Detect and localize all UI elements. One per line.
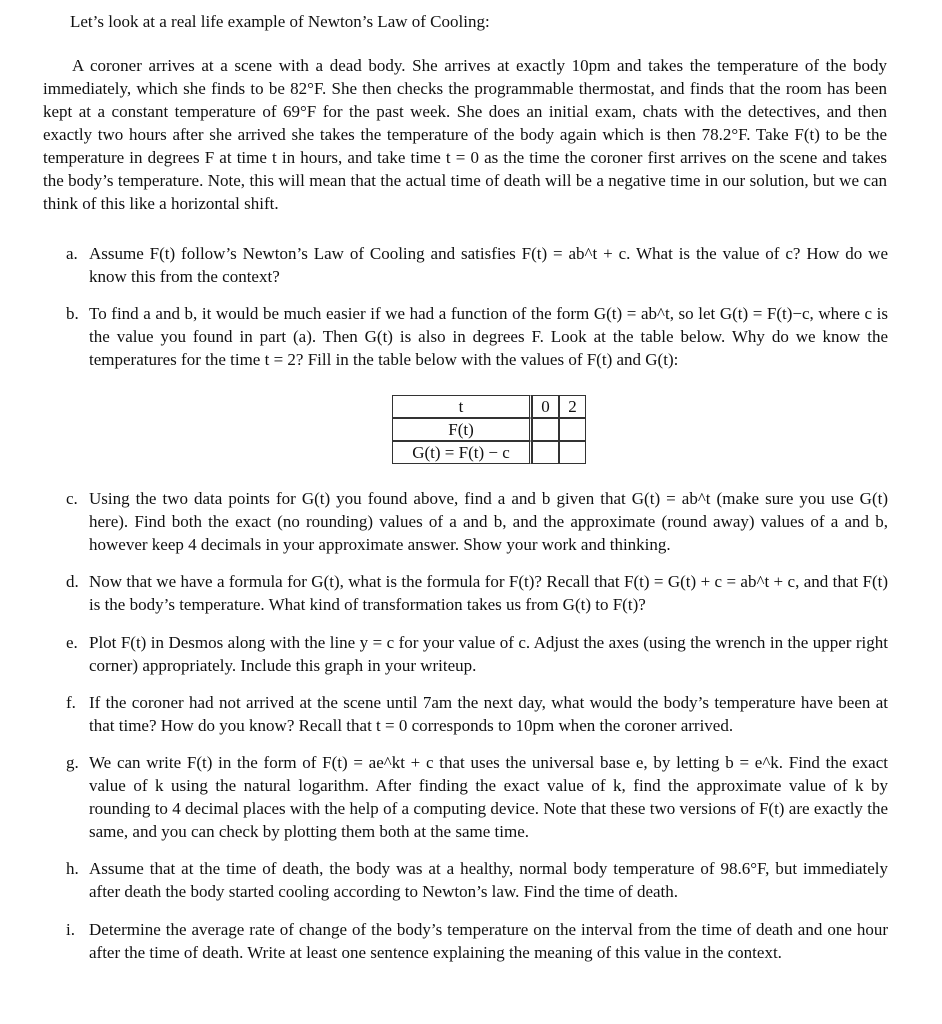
question-i (66, 918, 888, 964)
table-cell: 0 (532, 395, 559, 418)
table-cell[interactable] (532, 418, 559, 441)
question-label: f. (66, 693, 76, 712)
question-label: a. (66, 244, 78, 263)
table-row (392, 441, 586, 464)
table-header-cell: G(t) = F(t) − c (392, 441, 532, 464)
question-text: Assume F(t) follow’s Newton’s Law of Cooling and satisfies F(t) = ab^t + c. What is the value of c? How do we know this from the context? (89, 244, 888, 286)
question-text: We can write F(t) in the form of F(t) = ae^kt + c that uses the universal base e, by letting b = e^k. Find the exact value of k using the natural logarithm. After finding the exact value of k, find the approximate value of k by rounding to 4 decimal places with the help of a computing device. Note that these two versions of F(t) are exactly the same, and you can check by plotting them both at the same time. (89, 753, 888, 841)
question-text: Plot F(t) in Desmos along with the line y = c for your value of c. Adjust the axes (using the wrench in the upper right corner) appropriately. Include this graph in your writeup. (89, 633, 888, 675)
question-h (66, 857, 888, 903)
question-label: g. (66, 753, 79, 772)
question-text: Determine the average rate of change of the body’s temperature on the interval from the time of death and one hour after the time of death. Write at least one sentence explaining the meaning of this value in the context. (89, 920, 888, 962)
question-e (66, 631, 888, 677)
values-table (392, 395, 586, 464)
table-cell[interactable] (559, 418, 586, 441)
question-label: d. (66, 572, 79, 591)
question-text: If the coroner had not arrived at the scene until 7am the next day, what would the body’s temperature have been at that time? How do you know? Recall that t = 0 corresponds to 10pm when the coroner arrived. (89, 693, 888, 735)
question-label: h. (66, 859, 79, 878)
table-row (392, 418, 586, 441)
table-header-cell: F(t) (392, 418, 532, 441)
table-cell[interactable] (559, 441, 586, 464)
table-row (392, 395, 586, 418)
table-header-cell: t (392, 395, 532, 418)
question-text: Using the two data points for G(t) you found above, find a and b given that G(t) = ab^t (make sure you use G(t) here). Find both the exact (no rounding) values of a and b, and the approximate (round away) values of a and b, however keep 4 decimals in your approximate answer. Show your work and thinking. (89, 489, 888, 554)
question-g (66, 751, 888, 843)
question-label: e. (66, 633, 78, 652)
question-text: Assume that at the time of death, the body was at a healthy, normal body temperature of 98.6°F, but immediately after death the body started cooling according to Newton’s law. Find the time of death. (89, 859, 888, 901)
question-label: b. (66, 304, 79, 323)
table-cell: 2 (559, 395, 586, 418)
question-b (66, 302, 888, 371)
intro-paragraph: A coroner arrives at a scene with a dead body. She arrives at exactly 10pm and takes the temperature of the body immediately, which she finds to be 82°F. She then checks the programmable thermostat, and finds that the room has been kept at a constant temperature of 69°F for the past week. She does an initial exam, chats with the detectives, and then exactly two hours after she arrived she takes the temperature of the body again which is then 78.2°F. Take F(t) to be the temperature in degrees F at time t in hours, and take time t = 0 as the time the coroner first arrives on the scene and takes the body’s temperature. Note, this will mean that the actual time of death will be a negative time in our solution, but we can think of this like a horizontal shift. (43, 56, 887, 213)
question-a (66, 242, 888, 288)
table-cell[interactable] (532, 441, 559, 464)
question-label: c. (66, 489, 78, 508)
question-text: To find a and b, it would be much easier if we had a function of the form G(t) = ab^t, so let G(t) = F(t)−c, where c is the value you found in part (a). Then G(t) is also in degrees F. Look at the table below. Why do we know the temperatures for the time t = 2? Fill in the table below with the values of F(t) and G(t): (89, 304, 888, 369)
question-c (66, 487, 888, 556)
question-f (66, 691, 888, 737)
page-title: Let’s look at a real life example of Newton’s Law of Cooling: (70, 12, 490, 31)
question-d (66, 570, 888, 616)
question-label: i. (66, 920, 75, 939)
question-text: Now that we have a formula for G(t), what is the formula for F(t)? Recall that F(t) = G(t) + c = ab^t + c, and that F(t) is the body’s temperature. What kind of transformation takes us from G(t) to F(t)? (89, 572, 888, 614)
